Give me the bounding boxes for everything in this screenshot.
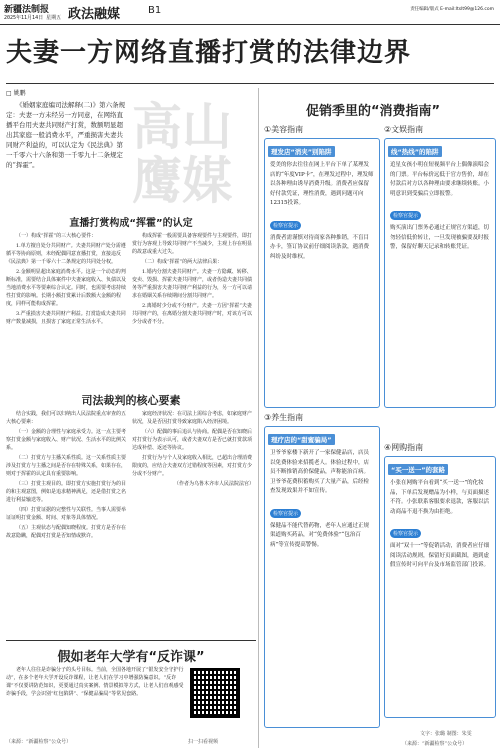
panel-health xyxy=(264,426,380,728)
panel-tip: 保健品不能代替药物，老年人应通过正规渠道购买药品，对“免费体验”“包治百病”等宣传提高警惕。 xyxy=(270,522,370,548)
panel-tip: 消费者需谨慎对待商家各种推销，不盲目办卡，签订协议前仔细阅读条款，遇消费纠纷及时维权。 xyxy=(270,234,370,260)
promo-credit: 文字：张璐 制图：朱雯 xyxy=(420,731,472,737)
paragraph: （五）主观状态与配偶知晓程度。打赏方是否存在故意隐瞒，配偶对打赏是否知情或默许。 xyxy=(6,525,127,539)
panel-text: 卫爷爷家楼下新开了一家保健品店，店员以免费体验来招揽老人。体验过程中，店员不断推销高价保健品，声称能治百病。卫爷爷花费积蓄购买了大量产品，后经检查发现效果并不如宣传。 xyxy=(270,450,370,494)
paragraph: 2.金额明显超出家庭消费水平。这是一个动态的判断标准，需要结合具体案件中夫妻家庭收入、负债以及当地消费水平等要素综合认定。同时，也需要考虑持续性打赏的影响。长期小额打赏累计后数额大金额的程度，同样可能构成挥霍。 xyxy=(6,269,127,307)
page-header xyxy=(0,0,500,25)
paragraph: 1.单方擅自处分共同财产。夫妻共同财产处分需遵循平等协商原则，未经配偶同意直播打赏，直接违反《民法典》第一千零六十二条规定的共同处分权。 xyxy=(6,243,126,265)
paragraph: （四）打赏证据的完整性与关联性。当事人需要举证证明打赏金额、时间、对象等具体情况。 xyxy=(6,507,127,521)
qr-code[interactable] xyxy=(190,668,240,718)
issue-date: 2025年11月14日 星期五 xyxy=(4,15,62,21)
section3-body xyxy=(6,666,184,700)
section3-heading: 假如老年大学有“反诈课” xyxy=(57,650,205,665)
paragraph: 构成挥霍一般需要具备客观要件与主观要件，即打赏行为客观上导致共同财产不当减少，主观上存在明显的故意或重大过失。 xyxy=(132,233,253,255)
prosecutor-tip-badge: 检察官提示 xyxy=(390,211,421,220)
panel-header: 理疗店的“甜蜜骗局” xyxy=(268,434,335,445)
prosecutor-tip-badge: 检察官提示 xyxy=(270,509,301,518)
author-note: （作者为乌鲁木齐市人民法院法官） xyxy=(173,481,254,487)
section2-col2 xyxy=(132,410,254,490)
panel-beauty xyxy=(264,138,380,408)
main-title: 夫妻一方网络直播打赏的法律边界 xyxy=(6,38,412,68)
section1-heading: 直播打赏构成“挥霍”的认定 xyxy=(69,218,193,229)
promo-title: 促销季里的“消费指南” xyxy=(305,104,441,119)
section-title: 政法融媒 xyxy=(68,7,121,22)
paragraph: （二）构成“挥霍”的两大法律后果： xyxy=(142,259,223,265)
panel-label-health: ③养生指南 xyxy=(264,413,304,422)
page-number: B1 xyxy=(148,5,162,16)
panel-text: 追星女孩小明在短视频平台上偶像演唱会的门票。平台标价远低于官方售价，却在付款后对方以各种理由要求继续转账。小明意识到受骗后立即报警。 xyxy=(390,162,490,197)
panel-entertainment xyxy=(384,138,496,408)
section1-col2 xyxy=(132,232,254,328)
paragraph: 3.严重损害夫妻共同财产利益。打赏造成夫妻共同财产数量减损，且损害了家庭正常生活水平。 xyxy=(6,311,126,325)
section2-heading: 司法裁判的核心要素 xyxy=(81,394,181,407)
promo-source: （来源：“新疆检察”公众号） xyxy=(402,741,468,747)
section1-col1 xyxy=(6,232,126,328)
newspaper-logo: 新疆法制报 xyxy=(4,5,50,15)
paragraph: 老年人往往是诈骗分子的头号目标。当前，全国各地开展了“银发安全守护行动”，在多个老年大学开设反诈课程，让老人们在学习中增强防骗意识。“反诈课”不仅要讲防范知识，更要通过真实案例、情景模拟等方式，让老人们直观感受诈骗手段，学会识别“红包陷阱”、“保健品骗局”等常见套路。 xyxy=(6,667,184,697)
panel-label-beauty: ①美容指南 xyxy=(264,125,304,134)
panel-tip: 面对“双十一”等促销活动，消费者应仔细阅读活动规则，保留好页面截图，遇到虚假宣传时可向平台及市场监管部门投诉。 xyxy=(390,543,490,568)
editor-info: 责任编辑/版式 E-mail:ltslt99@126.com xyxy=(410,7,494,12)
section3-divider xyxy=(6,640,256,641)
paragraph: （六）配偶的事后追认与协商。配偶是否在知晓后对打赏行为表示认可，或者夫妻双方是否已就打赏款项达成补偿、返还等协议。 xyxy=(132,429,253,451)
paragraph: 家庭经济状况：在司法上需综合考虑，如家庭财产状况，及是否因打赏导致家庭陷入经济困境。 xyxy=(132,411,253,425)
paragraph: （二）打赏方与主播关系性质。这一关系性质主要涉及打赏方与主播之间是否存在特殊关系，如果存在，则对于挥霍的认定具有重要影响。 xyxy=(6,455,127,477)
paragraph: 1.婚内分割夫妻共同财产。夫妻一方隐藏、转移、变卖、毁损、挥霍夫妻共同财产，或者伪造夫妻共同债务等严重损害夫妻共同财产利益的行为，另一方可以请求在婚姻关系存续期间分割共同财产。 xyxy=(132,269,253,299)
paragraph: （一）构成“挥霍”的三大核心要件： xyxy=(16,233,97,239)
lead-paragraph: 《婚姻家庭编司法解释(二)》第六条规定：夫妻一方未经另一方同意，在网络直播平台用夫妻共同财产打赏，数额明显超出其家庭一般消费水平，严重损害夫妻共同财产利益的，可以认定为《民法典》第一千零六十六条和第一千零九十二条规定的“挥霍”。 xyxy=(6,101,126,169)
author-byline: □ 姚鹏 xyxy=(6,90,26,97)
paragraph: 2.离婚时少分或不分财产。夫妻一方因“挥霍”夫妻共同财产的，在离婚分割夫妻共同财产时，对该方可以少分或者不分。 xyxy=(132,303,253,325)
panel-text: 小张在网购平台看到“买一送一”的化妆品，下单后发现赠品为小样，与页面描述不符。小张联系客服要求退款，客服以活动商品不退不换为由拒绝。 xyxy=(390,480,490,515)
paragraph: 结合实践，我们可以归纳出人民法院重点审查的五大核心要素： xyxy=(6,411,127,425)
paragraph: （三）打赏主观目的。即打赏方实施打赏行为的目的和主观意图，例如是追求精神满足，还是借打赏之名进行利益输送等。 xyxy=(6,481,127,503)
prosecutor-tip-badge: 检察官提示 xyxy=(390,529,421,538)
panel-header: “买一送一”的套路 xyxy=(388,464,448,475)
panel-text: 爱美的你去往往在网上平台下单了某理发店的“年度VIP卡”，在理发过程中，理发师以各种理由诱导消费升级。消费者应保留好付款凭证，理性消费，遇到问题可向12315投诉。 xyxy=(270,162,374,206)
prosecutor-tip-badge: 检察官提示 xyxy=(270,221,301,230)
paragraph: 打赏行为与个人及家庭收入相比，已超出合理消费限度的，应结合夫妻双方过错程度等因素，对打赏方少分或不分财产。 xyxy=(132,455,253,477)
panel-header: 理发店“消夹”别陷阱 xyxy=(268,146,335,157)
panel-header: 线“热线”的陷阱 xyxy=(388,146,442,157)
panel-label-shopping: ④网购指南 xyxy=(384,443,424,452)
panel-label-ent: ②文娱指南 xyxy=(384,125,424,134)
panel-tip: 购买演出门票务必通过正规官方渠道，切勿轻信低价转让，一旦发现被骗要及时报警，保留好聊天记录和转账凭证。 xyxy=(390,225,490,250)
watermark-logo: 高山 鹰媒 xyxy=(132,97,232,210)
section3-source: （来源：“新疆检察”公众号） xyxy=(6,739,72,745)
panel-shopping xyxy=(384,456,496,718)
column-divider xyxy=(258,88,259,748)
paragraph: （一）金额的合理性与家庭承受力。这一点主要考察打赏金额与家庭收入、财产状况、生活水平的比例关系。 xyxy=(6,429,127,451)
title-divider xyxy=(6,83,494,84)
section2-col1 xyxy=(6,410,126,542)
lead-paragraph-block xyxy=(6,100,128,172)
qr-caption: 扫一扫看视频 xyxy=(188,739,219,745)
